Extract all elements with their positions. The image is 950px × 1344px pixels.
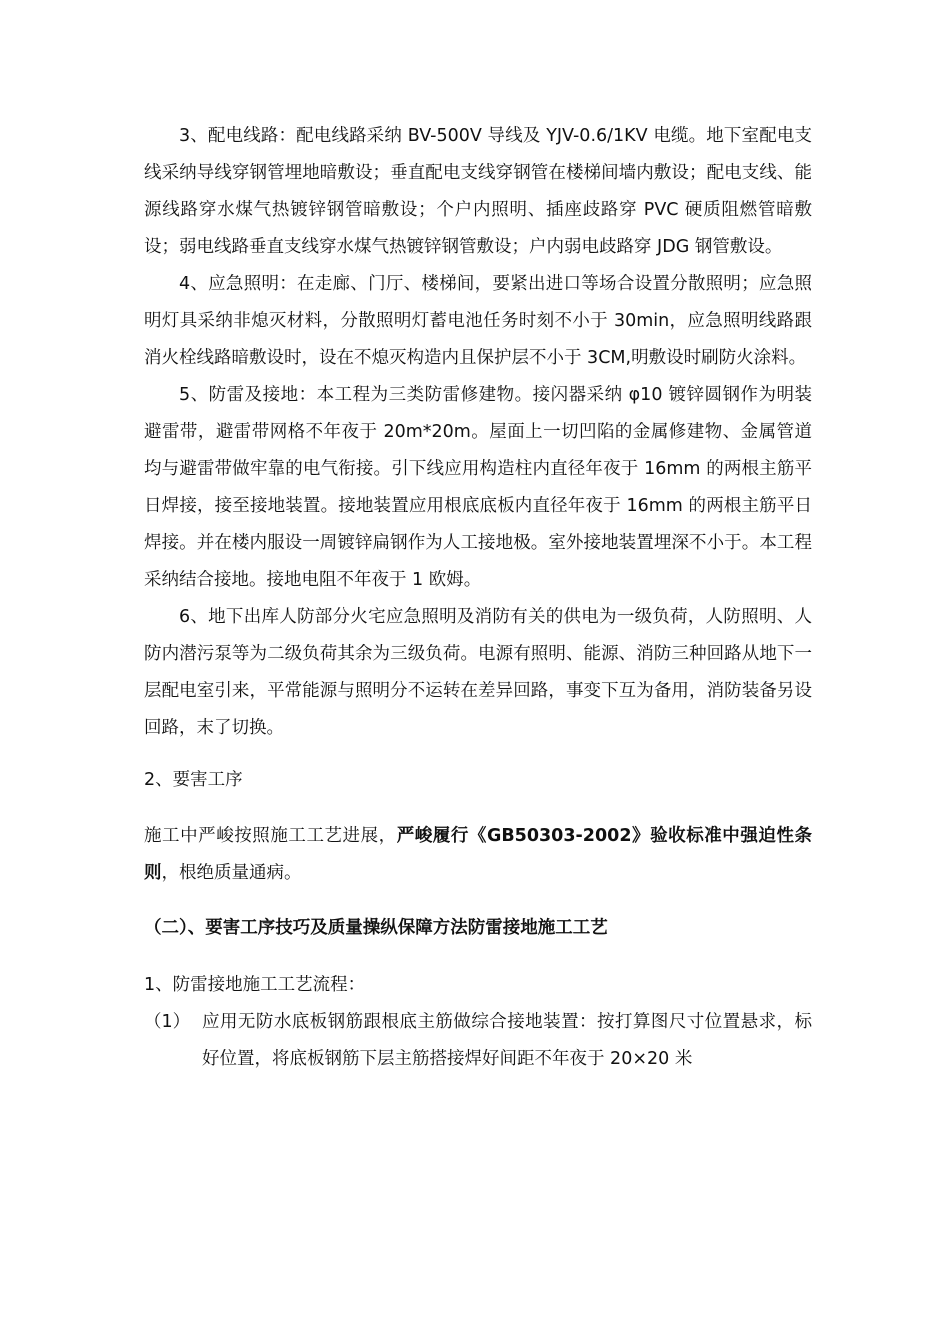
document-body	[144, 118, 812, 1078]
heading-process-flow: 1、防雷接地施工工艺流程：	[144, 975, 366, 995]
strict-prefix-text: 施工中严峻按照施工工艺进展，	[144, 826, 397, 846]
strict-suffix-text: ，根绝质量通病。	[161, 863, 302, 883]
paragraph-emergency-lighting: 4、应急照明：在走廊、门厅、楼梯间，要紧出进口等场合设置分散照明；应急照明灯具采纳非熄灭材料，分散照明灯蓄电池任务时刻不小于 30min，应急照明线路跟消火栓线路暗敷设时，设在不熄灭构造内且保护层不小于 3CM,明敷设时刷防火涂料。	[144, 274, 812, 368]
heading-subsection-two: （二）、要害工序技巧及质量操纵保障方法防雷接地施工工艺	[144, 918, 608, 938]
paragraph-strict-standards	[144, 818, 812, 892]
list-item-1	[144, 1004, 812, 1078]
strict-bold-text: 严峻履行《GB50303-2002》验收标准中强迫性条则	[144, 826, 813, 883]
list-item-text: 应用无防水底板钢筋跟根底主筋做综合接地装置：按打算图尺寸位置悬求，标好位置，将底板钢筋下层主筋搭接焊好间距不年夜于 20×20 米	[202, 1012, 812, 1069]
paragraph-distribution-lines: 3、配电线路：配电线路采纳 BV-500V 导线及 YJV-0.6/1KV 电缆。地下室配电支线采纳导线穿钢管埋地暗敷设；垂直配电支线穿钢管在楼梯间墙内敷设；配电支线、能源线路穿水煤气热镀锌钢管暗敷设；个户内照明、插座歧路穿 PVC 硬质阻燃管暗敷设；弱电线路垂直支线穿水煤气热镀锌钢管敷设；户内弱电歧路穿 JDG 钢管敷设。	[144, 126, 812, 257]
heading-key-process: 2、要害工序	[144, 770, 243, 790]
paragraph-lightning-grounding: 5、防雷及接地：本工程为三类防雷修建物。接闪器采纳 φ10 镀锌圆钢作为明装避雷带，避雷带网格不年夜于 20m*20m。屋面上一切凹陷的金属修建物、金属管道均与避雷带做牢靠的电气衔接。引下线应用构造柱内直径年夜于 16mm 的两根主筋平日焊接，接至接地装置。接地装置应用根底底板内直径年夜于 16mm 的两根主筋平日焊接。并在楼内服设一周镀锌扁钢作为人工接地极。室外接地装置埋深不小于。本工程采纳结合接地。接地电阻不年夜于 1 欧姆。	[144, 385, 812, 590]
list-item-number: （1）	[144, 1012, 191, 1032]
paragraph-power-load-levels: 6、地下出库人防部分火宅应急照明及消防有关的供电为一级负荷，人防照明、人防内潜污泵等为二级负荷其余为三级负荷。电源有照明、能源、消防三种回路从地下一层配电室引来，平常能源与照明分不运转在差异回路，事变下互为备用，消防装备另设回路，末了切换。	[144, 607, 812, 738]
